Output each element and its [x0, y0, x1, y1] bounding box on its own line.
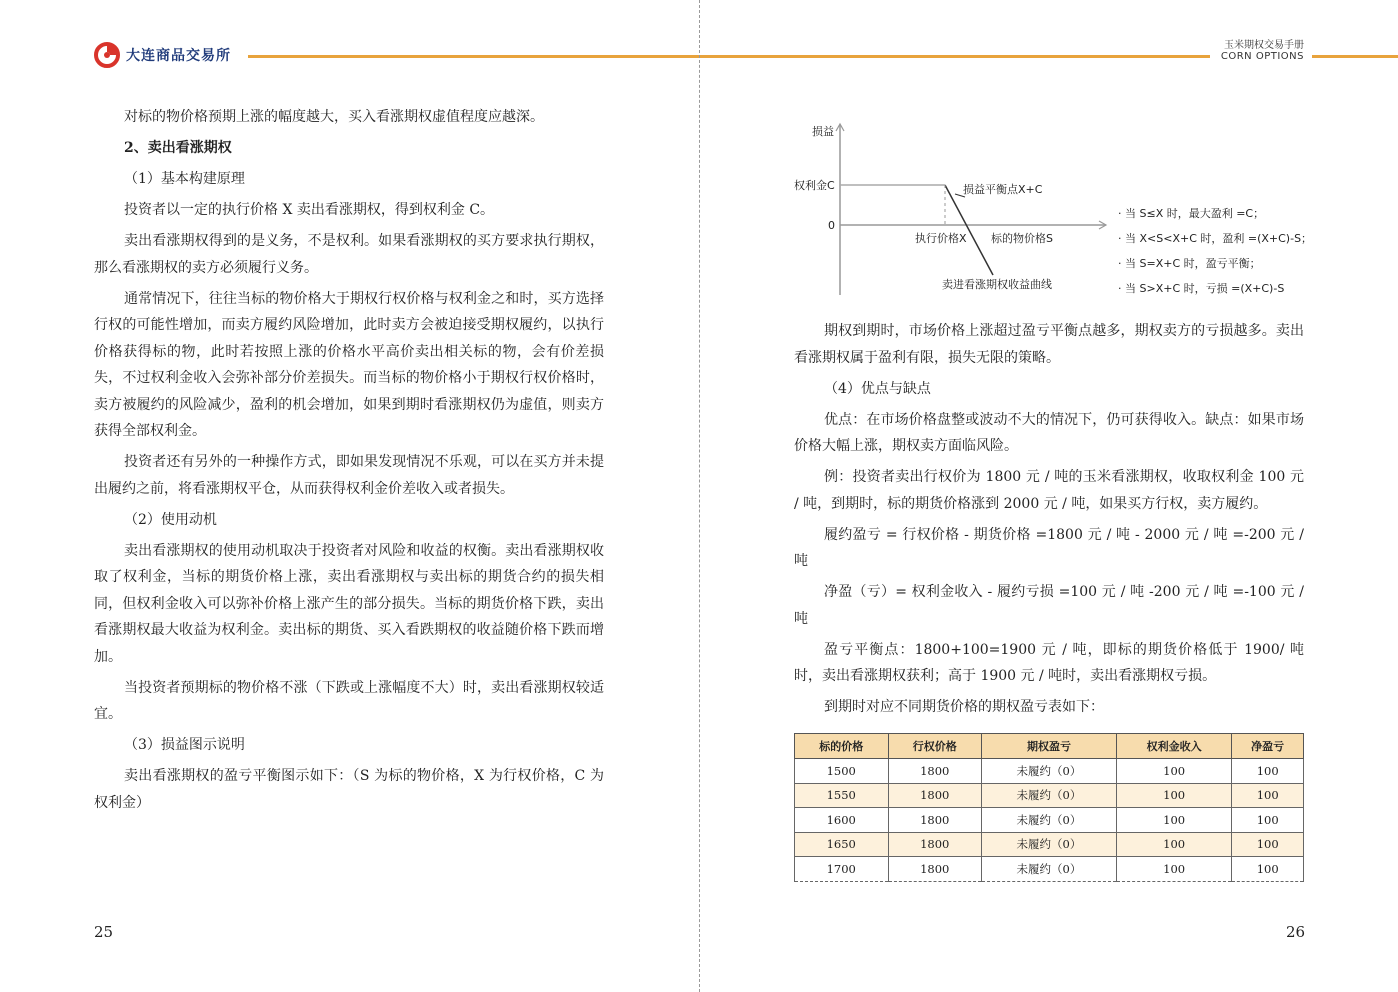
section-heading: 2、卖出看涨期权 — [124, 140, 232, 156]
table-cell: 100 — [1116, 808, 1231, 833]
table-cell: 1800 — [888, 783, 982, 808]
table-cell: 100 — [1116, 832, 1231, 857]
payoff-rules — [1118, 201, 1312, 301]
header-rule-right — [700, 55, 1210, 58]
table-row — [795, 808, 1304, 833]
paragraph: 当投资者预期标的物价格不涨（下跌或上涨幅度不大）时，卖出看涨期权较适宜。 — [94, 679, 604, 722]
header-title-en: CORN OPTIONS — [1220, 51, 1304, 62]
table-cell: 100 — [1232, 832, 1304, 857]
table-cell: 1700 — [795, 857, 889, 882]
paragraph: 期权到期时，市场价格上涨超过盈亏平衡点越多，期权卖方的亏损越多。卖出看涨期权属于盈利有限，损失无限的策略。 — [794, 323, 1304, 366]
curve-label: 卖进看涨期权收益曲线 — [942, 278, 1052, 291]
table-header: 权利金收入 — [1116, 734, 1231, 759]
table-header: 行权价格 — [888, 734, 982, 759]
paragraph: 投资者以一定的执行价格 X 卖出看涨期权，得到权利金 C。 — [124, 202, 495, 218]
logo-swirl-icon — [94, 42, 120, 68]
table-row — [795, 759, 1304, 784]
paragraph: 卖出看涨期权的盈亏平衡图示如下：（S 为标的物价格，X 为行权价格，C 为权利金） — [94, 768, 604, 811]
subheading: （2）使用动机 — [124, 511, 217, 528]
table-cell: 100 — [1232, 808, 1304, 833]
table-cell: 1800 — [888, 759, 982, 784]
table-cell: 1550 — [795, 783, 889, 808]
table-cell: 1650 — [795, 832, 889, 857]
table-cell: 100 — [1116, 857, 1231, 882]
table-cell: 100 — [1232, 857, 1304, 882]
table-cell: 1600 — [795, 808, 889, 833]
right-page — [700, 0, 1398, 992]
header-rule-left — [248, 55, 699, 58]
table-cell: 100 — [1116, 759, 1231, 784]
exchange-logo — [94, 42, 231, 68]
logo-text: 大连商品交易所 — [126, 48, 231, 64]
rule-item: · 当 X<S<X+C 时，盈利 =(X+C)-S； — [1118, 232, 1313, 245]
table-row — [795, 832, 1304, 857]
table-cell: 1800 — [888, 857, 982, 882]
paragraph: 到期时对应不同期货价格的期权盈亏表如下： — [824, 699, 1104, 715]
table-cell: 未履约（0） — [982, 832, 1117, 857]
paragraph: 优点：在市场价格盘整或波动不大的情况下，仍可获得收入。缺点：如果市场价格大幅上涨，期权卖方面临风险。 — [794, 411, 1304, 454]
paragraph: 履约盈亏 = 行权价格 - 期货价格 =1800 元 / 吨 - 2000 元 / 吨 =-200 元 / 吨 — [794, 526, 1304, 569]
table-cell: 1800 — [888, 832, 982, 857]
table-cell: 100 — [1232, 783, 1304, 808]
payoff-slope-line — [945, 185, 993, 275]
subheading: （4）优点与缺点 — [824, 380, 931, 397]
payoff-diagram — [784, 115, 1114, 300]
paragraph: 通常情况下，往往当标的物价格大于期权行权价格与权利金之和时，买方选择行权的可能性增加，而卖方履约风险增加，此时卖方会被迫接受期权履约，以执行价格获得标的物，此时若按照上涨的价格水平高价卖出相关标的物，会有价差损失，不过权利金收入会弥补部分价差损失。而当标的物价格小于期权行权价格时，卖方被履约的风险减少，盈利的机会增加，如果到期时看涨期权仍为虚值，则卖方获得全部权利金。 — [94, 290, 604, 439]
table-header-row — [795, 734, 1304, 759]
subheading: （1）基本构建原理 — [124, 171, 245, 187]
right-body — [794, 318, 1304, 725]
zero-label: 0 — [828, 219, 835, 232]
strike-label: 执行价格X — [915, 232, 967, 245]
rule-item: · 当 S=X+C 时，盈亏平衡； — [1118, 257, 1261, 270]
paragraph: 例：投资者卖出行权价为 1800 元 / 吨的玉米看涨期权，收取权利金 100 元 / 吨，到期时，标的期货价格涨到 2000 元 / 吨，如果买方行权，卖方履约。 — [794, 469, 1304, 512]
payoff-table — [794, 733, 1304, 882]
left-body — [94, 104, 604, 821]
premium-label: 权利金C — [794, 179, 835, 192]
underlying-label: 标的物价格S — [991, 232, 1053, 245]
table-cell: 未履约（0） — [982, 857, 1117, 882]
header-rule-right-end — [1312, 55, 1398, 58]
subheading: （3）损益图示说明 — [124, 737, 245, 753]
paragraph: 盈亏平衡点：1800+100=1900 元 / 吨，即标的期货价格低于 1900/ 吨时，卖出看涨期权获利；高于 1900 元 / 吨时，卖出看涨期权亏损。 — [794, 641, 1304, 684]
table-cell: 100 — [1232, 759, 1304, 784]
table-cell: 未履约（0） — [982, 808, 1117, 833]
table-header: 期权盈亏 — [982, 734, 1117, 759]
y-axis-label: 损益 — [812, 125, 834, 138]
table-cell: 未履约（0） — [982, 783, 1117, 808]
rule-item: · 当 S≤X 时，最大盈利 =C； — [1118, 207, 1265, 220]
paragraph: 卖出看涨期权得到的是义务，不是权利。如果看涨期权的买方要求执行期权，那么看涨期权的卖方必须履行义务。 — [94, 233, 604, 276]
table-header: 净盈亏 — [1232, 734, 1304, 759]
table-cell: 未履约（0） — [982, 759, 1117, 784]
table-cell: 1800 — [888, 808, 982, 833]
paragraph: 对标的物价格预期上涨的幅度越大，买入看涨期权虚值程度应越深。 — [124, 109, 544, 125]
page-number-right: 26 — [1286, 923, 1306, 941]
rule-item: · 当 S>X+C 时，亏损 =(X+C)-S — [1118, 282, 1285, 295]
paragraph: 卖出看涨期权的使用动机取决于投资者对风险和收益的权衡。卖出看涨期权收取了权利金，当标的期货价格上涨，卖出看涨期权与卖出标的期货合约的损失相同，但权利金收入可以弥补价格上涨产生的部分损失。当标的期货价格下跌，卖出看涨期权最大收益为权利金。卖出标的期货、买入看跌期权的收益随价格下跌而增加。 — [94, 542, 604, 665]
table-header: 标的价格 — [795, 734, 889, 759]
table-row — [795, 857, 1304, 882]
header-title-cn: 玉米期权交易手册 — [1224, 40, 1304, 51]
breakeven-label: 损益平衡点X+C — [963, 183, 1043, 196]
page-number-left: 25 — [94, 923, 114, 941]
table-cell: 100 — [1116, 783, 1231, 808]
table-cell: 1500 — [795, 759, 889, 784]
paragraph: 净盈（亏）= 权利金收入 - 履约亏损 =100 元 / 吨 -200 元 / 吨 =-100 元 / 吨 — [794, 584, 1304, 627]
table-row — [795, 783, 1304, 808]
paragraph: 投资者还有另外的一种操作方式，即如果发现情况不乐观，可以在买方并未提出履约之前，将看涨期权平仓，从而获得权利金价差收入或者损失。 — [94, 454, 604, 497]
